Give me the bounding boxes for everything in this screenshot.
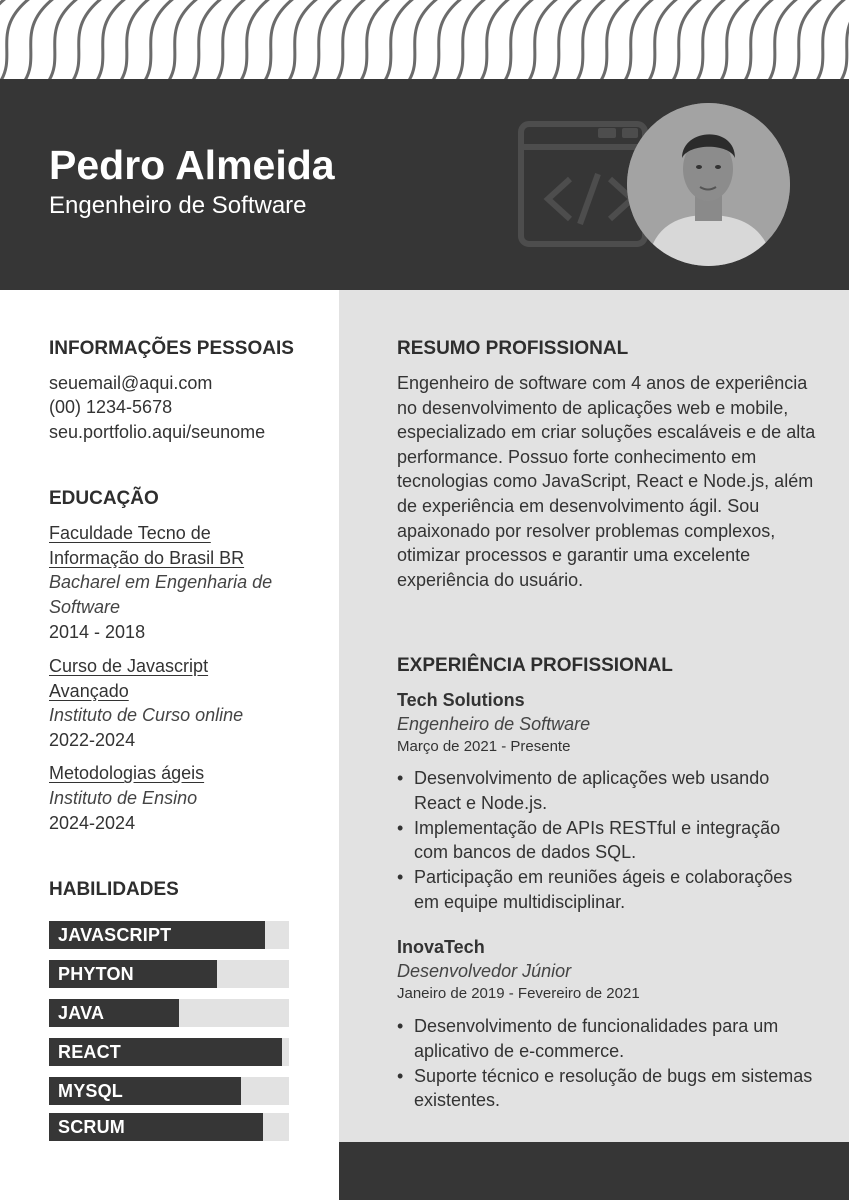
- education-school: Curso de Javascript: [49, 656, 209, 676]
- job-bullet-item: • Desenvolvimento de aplicações web usando React e Node.js.: [397, 766, 817, 816]
- education-period: 2022-2024: [49, 730, 136, 750]
- experience-title: EXPERIÊNCIA PROFISSIONAL: [397, 655, 673, 676]
- education-degree: Instituto de Ensino: [49, 788, 198, 808]
- education-degree: Bacharel em Engenharia de: [49, 572, 273, 592]
- skill-label: JAVASCRIPT: [58, 925, 172, 945]
- skill-bar-mysql: [49, 1077, 289, 1105]
- email-text: seuemail@aqui.com: [49, 373, 213, 393]
- footer-bar: [339, 1142, 849, 1200]
- header-banner: [0, 79, 849, 290]
- skill-label: SCRUM: [58, 1117, 125, 1137]
- portfolio-text: seu.portfolio.aqui/seunome: [49, 422, 266, 442]
- education-school: Informação do Brasil BR: [49, 548, 245, 568]
- job-period: Março de 2021 - Presente: [397, 738, 571, 755]
- job-bullets: [397, 1014, 817, 1113]
- job-bullet-item: • Implementação de APIs RESTful e integração com bancos de dados SQL.: [397, 816, 817, 866]
- education-period: 2024-2024: [49, 813, 136, 833]
- summary-text: Engenheiro de software com 4 anos de experiência no desenvolvimento de aplicações web e mobile, especializado em criar soluções escaláveis e de alta performance. Possuo forte conhecimento em tecnologias como JavaScript, React e Node.js, além de experiência em desenvolvimento ágil. Sou apaixonado por resolver problemas complexos, otimizar processos e garantir uma excelente experiência do usuário.: [397, 373, 816, 590]
- skill-label: MYSQL: [58, 1081, 124, 1101]
- candidate-name: Pedro Almeida: [49, 142, 335, 188]
- education-school: Faculdade Tecno de: [49, 523, 211, 543]
- profile-photo: [627, 103, 790, 266]
- skill-bar-javascript: [49, 921, 289, 949]
- education-school: Avançado: [49, 681, 129, 701]
- skill-bar-react: [49, 1038, 289, 1066]
- education-degree: Software: [49, 597, 121, 617]
- skill-bar-java: [49, 999, 289, 1027]
- education-school: Metodologias ágeis: [49, 763, 205, 783]
- skill-bar-phyton: [49, 960, 289, 988]
- phone-text: (00) 1234-5678: [49, 397, 173, 417]
- skills-title: HABILIDADES: [49, 879, 179, 900]
- job-bullet-item: • Suporte técnico e resolução de bugs em sistemas existentes.: [397, 1064, 817, 1114]
- education-title: EDUCAÇÃO: [49, 488, 159, 509]
- decorative-wave-pattern: [0, 0, 849, 80]
- job-company: InovaTech: [397, 937, 485, 957]
- job-company: Tech Solutions: [397, 690, 525, 710]
- candidate-role: Engenheiro de Software: [49, 192, 307, 219]
- job-role: Engenheiro de Software: [397, 714, 591, 734]
- skill-label: PHYTON: [58, 964, 134, 984]
- education-period: 2014 - 2018: [49, 622, 146, 642]
- summary-title: RESUMO PROFISSIONAL: [397, 338, 629, 359]
- personal-info-title: INFORMAÇÕES PESSOAIS: [49, 338, 294, 359]
- skill-bar-scrum: [49, 1113, 289, 1141]
- job-period: Janeiro de 2019 - Fevereiro de 2021: [397, 985, 640, 1002]
- education-degree: Instituto de Curso online: [49, 705, 244, 725]
- skill-label: JAVA: [58, 1003, 105, 1023]
- job-bullet-item: • Participação em reuniões ágeis e colaborações em equipe multidisciplinar.: [397, 865, 817, 915]
- job-bullet-item: • Desenvolvimento de funcionalidades para um aplicativo de e-commerce.: [397, 1014, 817, 1064]
- skill-label: REACT: [58, 1042, 121, 1062]
- job-role: Desenvolvedor Júnior: [397, 961, 572, 981]
- job-bullets: [397, 766, 817, 915]
